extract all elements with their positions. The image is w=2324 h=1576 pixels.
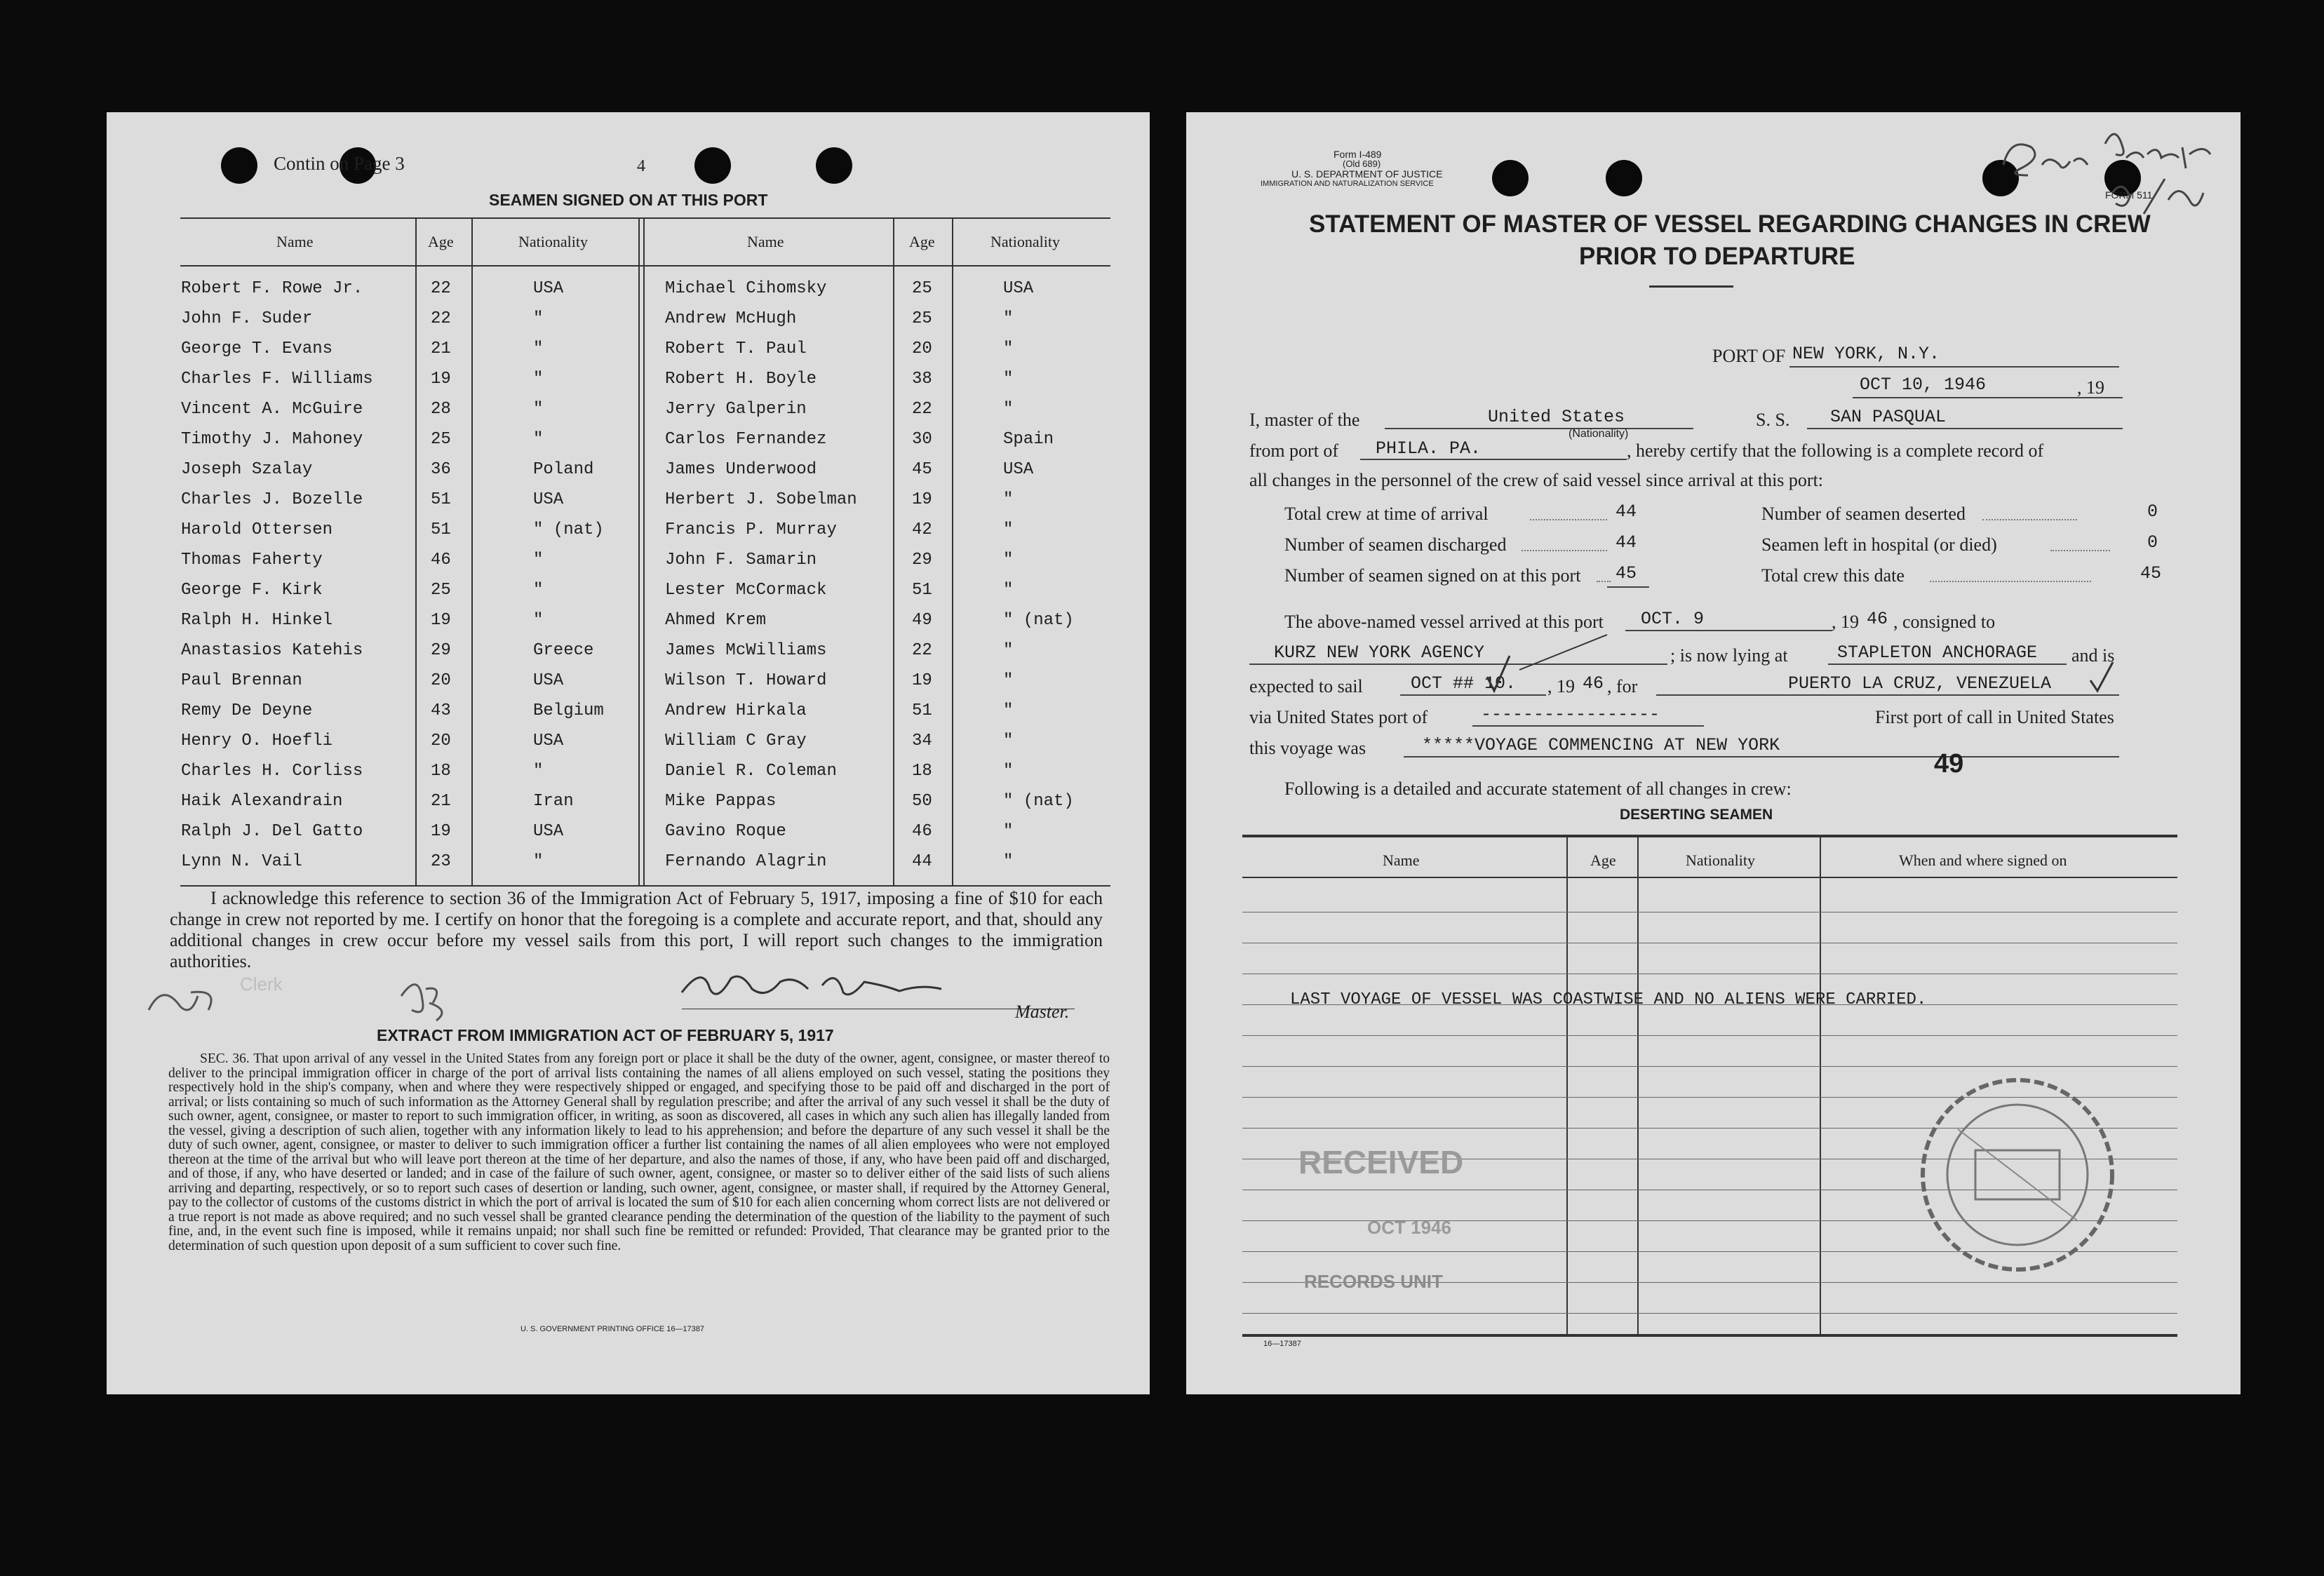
sail-value: OCT ## 10. (1411, 673, 1517, 694)
ss-label: S. S. (1756, 410, 1790, 430)
total-crew-arrival-label: Total crew at time of arrival (1284, 504, 1489, 524)
crew-nationality: Iran (533, 792, 574, 811)
column-rule (1637, 835, 1639, 1334)
crew-nationality: " (1003, 762, 1014, 781)
deserting-header-name: Name (1383, 851, 1420, 869)
extract-text: SEC. 36. That upon arrival of any vessel in the United States from any foreign port or place it shall be the duty of the owner, agent, consignee, or master thereof to deliver to the principal immigration officer in charge of the port of arrival lists containing the names of all aliens employed on such vessel, stating the positions they respectively hold in the ship's company, when and where they were respectively shipped or engaged, and specifying those to be paid off and discharged in the port of arrival; or lists containing so much of such information as the Attorney General shall by regulation prescribe; and after the arrival of any such vessel it shall be the duty of such owner, agent, consignee, or master to report to such immigration officer, in writing, as soon as discovered, all cases in which any such alien has illegally landed from the vessel, giving a description of such alien, together with any information likely to lead to his apprehension; and before the departure of any such vessel it shall be the duty of such owner, agent, consignee, or master to deliver to such immigration officer a further list containing the names of all alien employees who were not employed thereon at the time of the arrival but who will leave port thereon at the time of her departure, and also the names of those, if any, who have been paid off and discharged, and of those, if any, who have deserted or landed; and in case of the failure of such owner, agent, consignee, or master so to deliver either of the said lists of such aliens arriving and departing, respectively, or so to report such cases of desertion or landing, such owner, agent, consignee, or master shall, if required by the Attorney General, pay to the collector of customs of the customs district in which the port of arrival is located the sum of $10 for each alien concerning whom correct lists are not delivered or a true report is not made as above required; and no such vessel shall be granted clearance pending the determination of the question of the liability to the payment of such fine, and, in the event such fine is imposed, while it remains unpaid; nor shall such fine be remitted or refunded: Provided, That clearance may be granted prior to the determination of such question upon deposit of a sum sufficient to cover such fine. (168, 1051, 1110, 1253)
crew-age: 28 (431, 400, 451, 419)
crew-nationality: " (533, 852, 544, 871)
column-rule (952, 217, 953, 885)
crew-name: Robert F. Rowe Jr. (181, 279, 363, 298)
crew-name: Fernando Alagrin (665, 852, 827, 871)
column-rule (415, 217, 417, 885)
column-rule (471, 217, 473, 885)
discharged-label: Number of seamen discharged (1284, 534, 1507, 555)
leader-dots (1930, 581, 2091, 582)
header-age: Age (428, 233, 454, 250)
title-line-1: STATEMENT OF MASTER OF VESSEL REGARDING CHANGES IN CREW (1309, 210, 2151, 238)
crew-nationality: " (533, 551, 544, 570)
crew-nationality: " (1003, 370, 1014, 389)
crew-nationality: " (533, 611, 544, 630)
crew-name: Charles H. Corliss (181, 762, 363, 781)
port-of-label: PORT OF (1712, 346, 1786, 366)
crew-name: Lynn N. Vail (181, 852, 302, 871)
received-stamp-date: OCT 1946 (1367, 1217, 1451, 1238)
crew-nationality: Greece (533, 641, 594, 660)
crew-age: 19 (912, 490, 932, 509)
and-is-label: and is (2071, 645, 2115, 666)
crew-name: Timothy J. Mahoney (181, 430, 363, 449)
crew-nationality: " (533, 581, 544, 600)
crew-age: 22 (431, 279, 451, 298)
crew-nationality: " (533, 762, 544, 781)
crew-nationality: " (1003, 822, 1014, 841)
crew-age: 50 (912, 792, 932, 811)
total-crew-arrival-value: 44 (1616, 501, 1637, 522)
arrived-year: 46 (1867, 609, 1888, 629)
crew-name: Mike Pappas (665, 792, 777, 811)
voyage-line (1404, 756, 2119, 757)
crew-nationality: " (1003, 732, 1014, 750)
date-suffix: , 19 (2077, 377, 2104, 398)
header-age: Age (909, 233, 935, 250)
crew-name: Robert T. Paul (665, 339, 807, 358)
crew-age: 20 (912, 339, 932, 358)
circular-postmark-stamp (1909, 1066, 2126, 1284)
date-line (1853, 397, 2123, 398)
from-port-value: PHILA. PA. (1376, 438, 1482, 459)
column-rule (1566, 835, 1568, 1334)
crew-nationality: " (1003, 852, 1014, 871)
punch-hole (1492, 160, 1529, 196)
crew-age: 20 (431, 671, 451, 690)
form-old-number: (Old 689) (1343, 159, 1381, 169)
voyage-note: LAST VOYAGE OF VESSEL WAS COASTWISE AND NO ALIENS WERE CARRIED. (1290, 990, 1927, 1009)
crew-nationality: USA (1003, 279, 1034, 298)
crew-name: John F. Suder (181, 309, 313, 328)
crew-nationality: " (1003, 490, 1014, 509)
deserting-bottom-rule (1242, 1334, 2177, 1337)
master-signature (675, 964, 1068, 1006)
vessel-name: SAN PASQUAL (1830, 407, 1947, 427)
crew-name: Ralph J. Del Gatto (181, 822, 363, 841)
crew-name: Ralph H. Hinkel (181, 611, 333, 630)
crew-nationality: Spain (1003, 430, 1054, 449)
sail-year: 46 (1583, 673, 1604, 694)
table-row-rule (1242, 1035, 2177, 1036)
page-number: 4 (637, 157, 645, 175)
punch-hole (694, 147, 731, 184)
sail-label: expected to sail (1249, 676, 1363, 696)
service: IMMIGRATION AND NATURALIZATION SERVICE (1261, 180, 1434, 188)
total-crew-date-value: 45 (2140, 563, 2162, 584)
sail-line (1400, 694, 1546, 696)
crew-age: 18 (431, 762, 451, 781)
certify-text-2: all changes in the personnel of the crew of said vessel since arrival at this port: (1249, 470, 1824, 490)
crew-nationality: " (533, 430, 544, 449)
crew-name: Paul Brennan (181, 671, 302, 690)
hospital-label: Seamen left in hospital (or died) (1761, 534, 1997, 555)
page-count: 49 (1934, 749, 1964, 779)
crew-nationality: Belgium (533, 701, 604, 720)
crew-name: Haik Alexandrain (181, 792, 343, 811)
arrived-label: The above-named vessel arrived at this port (1284, 612, 1604, 632)
deserting-header-signed-on: When and where signed on (1899, 851, 2067, 869)
crew-name: Harold Ottersen (181, 520, 333, 539)
title-line-2: PRIOR TO DEPARTURE (1579, 243, 1855, 270)
crew-nationality: " (1003, 520, 1014, 539)
crew-age: 18 (912, 762, 932, 781)
crew-age: 19 (431, 611, 451, 630)
punch-hole (221, 147, 257, 184)
crew-nationality: " (533, 370, 544, 389)
crew-name: Ahmed Krem (665, 611, 767, 630)
nationality-value: United States (1488, 407, 1625, 427)
voyage-value: *****VOYAGE COMMENCING AT NEW YORK (1422, 735, 1780, 755)
crew-name: Charles J. Bozelle (181, 490, 363, 509)
column-rule (893, 217, 894, 885)
crew-name: Lester McCormack (665, 581, 827, 600)
crew-age: 42 (912, 520, 932, 539)
crew-age: 25 (912, 309, 932, 328)
crew-age: 46 (431, 551, 451, 570)
crew-age: 29 (912, 551, 932, 570)
via-value: ----------------- (1481, 704, 1660, 725)
consignee-value: KURZ NEW YORK AGENCY (1274, 642, 1485, 663)
crew-age: 51 (912, 581, 932, 600)
initials-signature (142, 968, 535, 1024)
checkmark (1484, 652, 1512, 694)
punch-hole (1606, 160, 1642, 196)
crew-nationality: " (1003, 551, 1014, 570)
crew-nationality: USA (533, 279, 564, 298)
deserting-header-rule (1242, 877, 2177, 878)
vessel-line (1807, 428, 2123, 429)
lying-line (1828, 664, 2067, 665)
crew-name: Remy De Deyne (181, 701, 313, 720)
crew-nationality: " (nat) (533, 520, 604, 539)
crew-age: 49 (912, 611, 932, 630)
crew-nationality: " (nat) (1003, 792, 1074, 811)
deserted-value: 0 (2147, 501, 2158, 522)
received-stamp: RECEIVED (1298, 1144, 1464, 1180)
date-value: OCT 10, 1946 (1860, 375, 1987, 395)
header-name: Name (747, 233, 784, 250)
discharged-value: 44 (1616, 532, 1637, 553)
crew-nationality: " (1003, 400, 1014, 419)
for-label: , for (1607, 676, 1638, 696)
crew-age: 22 (912, 641, 932, 660)
column-rule (1820, 835, 1821, 1334)
total-crew-date-label: Total crew this date (1761, 565, 1905, 586)
crew-age: 51 (431, 490, 451, 509)
left-page (107, 112, 1150, 1394)
lying-value: STAPLETON ANCHORAGE (1837, 642, 2038, 663)
crew-name: Wilson T. Howard (665, 671, 827, 690)
crew-age: 43 (431, 701, 451, 720)
crew-name: Andrew McHugh (665, 309, 797, 328)
crew-nationality: " (533, 400, 544, 419)
table-bottom-rule (180, 885, 1110, 887)
master-label: Master. (1015, 1002, 1070, 1022)
crew-name: Andrew Hirkala (665, 701, 807, 720)
from-port-label: from port of (1249, 440, 1339, 461)
deserting-top-rule (1242, 835, 2177, 837)
faded-stamp-word: Clerk (240, 974, 283, 995)
via-label: via United States port of (1249, 707, 1428, 727)
crew-age: 46 (912, 822, 932, 841)
nationality-line (1385, 428, 1693, 429)
continued-note: Contin on Page 3 (274, 153, 405, 174)
printer-line: U. S. GOVERNMENT PRINTING OFFICE 16—17387 (520, 1325, 705, 1333)
crew-age: 19 (431, 370, 451, 389)
checkmark (2088, 659, 2116, 694)
crew-name: Herbert J. Sobelman (665, 490, 857, 509)
port-of-line (1789, 366, 2119, 368)
crew-name: Anastasios Katehis (181, 641, 363, 660)
deserting-header-nationality: Nationality (1686, 851, 1755, 869)
header-name: Name (276, 233, 314, 250)
right-page (1186, 112, 2241, 1394)
crew-age: 36 (431, 460, 451, 479)
crew-age: 29 (431, 641, 451, 660)
consigned-label: , consigned to (1893, 612, 1996, 632)
form-511: FORM 511 (2105, 189, 2153, 201)
first-port-label: First port of call in United States (1875, 707, 2114, 727)
crew-nationality: " (1003, 671, 1014, 690)
destination-line (1656, 694, 2119, 696)
crew-nationality: Poland (533, 460, 594, 479)
crew-name: Henry O. Hoefli (181, 732, 333, 750)
signed-on-label: Number of seamen signed on at this port (1284, 565, 1581, 586)
table-top-rule (180, 217, 1110, 219)
crew-name: James Underwood (665, 460, 817, 479)
crew-age: 19 (912, 671, 932, 690)
crew-name: Gavino Roque (665, 822, 786, 841)
crew-name: Vincent A. McGuire (181, 400, 363, 419)
crew-age: 51 (912, 701, 932, 720)
crew-name: John F. Samarin (665, 551, 817, 570)
bottom-code: 16—17387 (1263, 1340, 1301, 1348)
crew-nationality: USA (533, 490, 564, 509)
crew-age: 22 (431, 309, 451, 328)
deserted-label: Number of seamen deserted (1761, 504, 1966, 524)
crew-age: 25 (912, 279, 932, 298)
crew-age: 23 (431, 852, 451, 871)
crew-name: George T. Evans (181, 339, 333, 358)
crew-age: 25 (431, 581, 451, 600)
following-text: Following is a detailed and accurate statement of all changes in crew: (1284, 779, 1792, 799)
checkmark (1516, 631, 1614, 673)
crew-age: 44 (912, 852, 932, 871)
punch-hole (816, 147, 852, 184)
certify-text: , hereby certify that the following is a complete record of (1627, 440, 2044, 461)
department: U. S. DEPARTMENT OF JUSTICE (1291, 168, 1443, 180)
sail-year-prefix: , 19 (1547, 676, 1575, 696)
crew-age: 34 (912, 732, 932, 750)
crew-name: George F. Kirk (181, 581, 323, 600)
leader-dots (1530, 519, 1607, 520)
crew-age: 20 (431, 732, 451, 750)
hospital-value: 0 (2147, 532, 2158, 553)
records-unit-stamp: RECORDS UNIT (1304, 1271, 1443, 1292)
crew-nationality: " (1003, 701, 1014, 720)
crew-nationality: USA (533, 671, 564, 690)
nationality-caption: (Nationality) (1569, 428, 1629, 440)
crew-nationality: " (533, 339, 544, 358)
port-of-value: NEW YORK, N.Y. (1792, 344, 1940, 364)
column-rule (643, 217, 645, 885)
via-line (1472, 725, 1704, 727)
crew-name: Francis P. Murray (665, 520, 837, 539)
crew-age: 21 (431, 339, 451, 358)
crew-age: 38 (912, 370, 932, 389)
crew-name: Jerry Galperin (665, 400, 807, 419)
crew-name: Robert H. Boyle (665, 370, 817, 389)
lying-label: ; is now lying at (1670, 645, 1788, 666)
crew-nationality: " (533, 309, 544, 328)
acknowledgment-text: I acknowledge this reference to section 36 of the Immigration Act of February 5, 1917, imposing a fine of $10 for each change in crew not reported by me. I certify on honor that the foregoing is a complete and accurate report, and that, should any additional changes in crew occur before my vessel sails from this port, I will report such changes to the immigration authorities. (170, 888, 1103, 971)
title-rule (1649, 285, 1733, 288)
section-title: SEAMEN SIGNED ON AT THIS PORT (489, 191, 768, 209)
extract-title: EXTRACT FROM IMMIGRATION ACT OF FEBRUARY 5, 1917 (377, 1026, 834, 1044)
crew-nationality: " (1003, 309, 1014, 328)
leader-dots (1522, 550, 1607, 551)
master-of-label: I, master of the (1249, 410, 1360, 430)
crew-nationality: USA (533, 732, 564, 750)
header-nationality: Nationality (518, 233, 588, 250)
crew-nationality: " (1003, 339, 1014, 358)
table-row-rule (1242, 1313, 2177, 1314)
crew-name: Carlos Fernandez (665, 430, 827, 449)
crew-age: 22 (912, 400, 932, 419)
crew-name: Daniel R. Coleman (665, 762, 837, 781)
crew-name: Joseph Szalay (181, 460, 313, 479)
crew-age: 45 (912, 460, 932, 479)
crew-age: 25 (431, 430, 451, 449)
table-header-rule (180, 265, 1110, 267)
leader-dots (2050, 550, 2110, 551)
crew-nationality: USA (533, 822, 564, 841)
deserting-header-age: Age (1590, 851, 1616, 869)
crew-age: 21 (431, 792, 451, 811)
deserting-title: DESERTING SEAMEN (1620, 807, 1773, 823)
arrived-line (1625, 630, 1832, 631)
crew-name: James McWilliams (665, 641, 827, 660)
crew-name: Charles F. Williams (181, 370, 373, 389)
crew-nationality: " (nat) (1003, 611, 1074, 630)
crew-age: 51 (431, 520, 451, 539)
crew-name: Thomas Faherty (181, 551, 323, 570)
from-port-line (1360, 459, 1627, 460)
destination-value: PUERTO LA CRUZ, VENEZUELA (1788, 673, 2052, 694)
crew-age: 30 (912, 430, 932, 449)
crew-nationality: USA (1003, 460, 1034, 479)
crew-nationality: " (1003, 641, 1014, 660)
arrived-value: OCT. 9 (1641, 609, 1705, 629)
column-rule (638, 217, 640, 885)
crew-age: 19 (431, 822, 451, 841)
signed-on-value: 45 (1616, 563, 1637, 584)
crew-nationality: " (1003, 581, 1014, 600)
leader-dots (1982, 519, 2077, 520)
leader-dots (1597, 581, 1611, 582)
form-number: Form I-489 (1334, 149, 1382, 160)
signed-on-line (1607, 586, 1649, 588)
crew-name: William C Gray (665, 732, 807, 750)
arrived-year-prefix: , 19 (1832, 612, 1859, 632)
crew-name: Michael Cihomsky (665, 279, 827, 298)
header-nationality: Nationality (990, 233, 1060, 250)
voyage-label: this voyage was (1249, 738, 1366, 758)
